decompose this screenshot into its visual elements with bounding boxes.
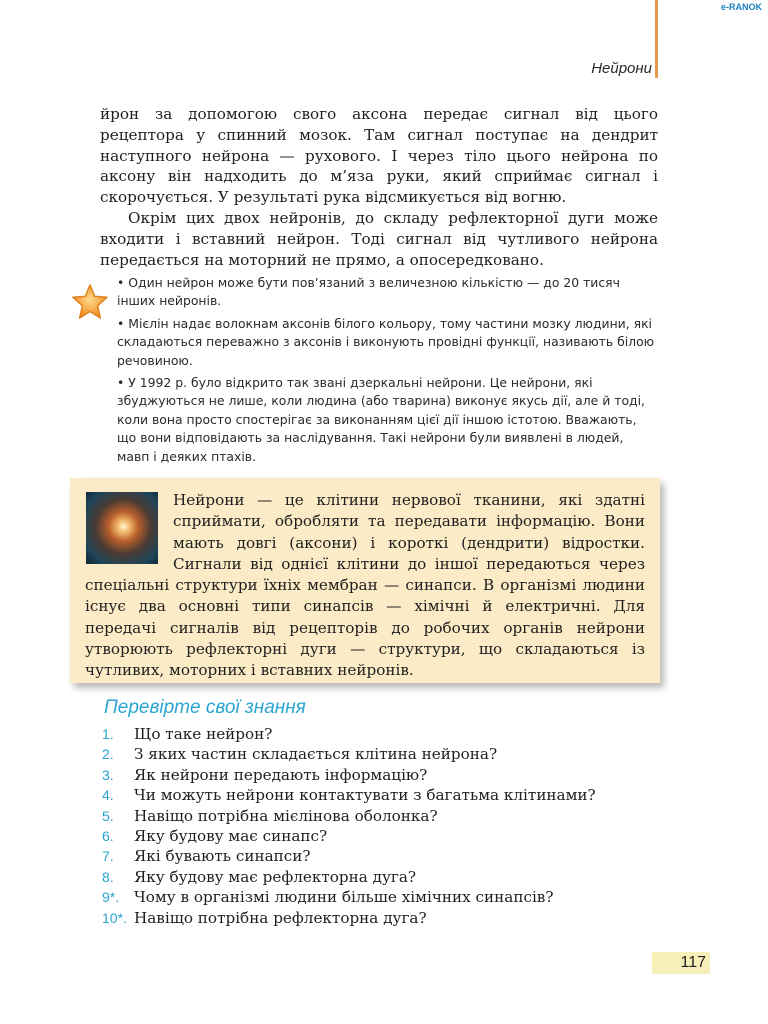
fact-item: • Один нейрон може бути пов’язаний з величезною кількістю — до 20 тисяч інших нейронів. <box>117 275 620 309</box>
question-number: 8. <box>102 868 114 885</box>
summary-paragraph: Нейрони — це клітини нервової тканини, які здатні сприймати, обробляти та передавати інформацію. Вони мають довгі (аксони) і короткі (дендрити) відростки. Сигнали від однієї клітини до іншої передаються через спеціальні структури їхніх мембран — синапси. В організмі людини існує два основні типи синапсів — хімічні й електричні. Для передачі сигналів від рецепторів до робочих органів нейрони утворюють рефлекторні дуги — структури, що складаються із чутливих, моторних і вставних нейронів. <box>85 491 645 680</box>
question-item <box>102 724 662 744</box>
main-text <box>100 104 658 270</box>
body-paragraph: йрон за допомогою свого аксона передає сигнал від цього рецептора у спинний мозок. Там сигнал поступає на дендрит наступного нейрона — рухового. І через тіло цього нейрона по аксону він надходить до м’яза руки, який сприймає сигнал і скорочується. У результаті рука відсмикується від вогню. <box>100 105 658 207</box>
question-item <box>102 887 662 907</box>
question-text: Навіщо потрібна рефлекторна дуга? <box>134 908 427 927</box>
question-text: Чому в організмі людини більше хімічних синапсів? <box>134 888 554 907</box>
question-number: 5. <box>102 807 114 824</box>
question-text: Як нейрони передають інформацію? <box>134 765 428 784</box>
question-number: 2. <box>102 746 114 763</box>
questions-list <box>102 724 662 928</box>
star-icon <box>71 283 109 321</box>
question-number: 10*. <box>102 909 127 926</box>
question-text: Що таке нейрон? <box>134 725 273 743</box>
fact-item: • Мієлін надає волокнам аксонів білого кольору, тому частини мозку людини, які складаються переважно з аксонів і виконують провідні функції, називають білою речовиною. <box>117 315 655 368</box>
page-number: 117 <box>652 952 710 974</box>
question-number: 9*. <box>102 889 120 906</box>
question-number: 1. <box>102 726 114 742</box>
question-text: Які бувають синапси? <box>134 847 311 866</box>
question-text: Навіщо потрібна мієлінова оболонка? <box>134 806 438 825</box>
question-number: 7. <box>102 848 114 865</box>
publisher-logo: e-RANOK <box>720 2 762 12</box>
running-title: Нейрони <box>591 60 652 77</box>
question-item <box>102 744 662 764</box>
fact-item: • У 1992 р. було відкрито так звані дзеркальні нейрони. Це нейрони, які збуджуються не лише, коли людина (або тварина) виконує якусь дії, але й тоді, коли вона просто спостерігає за виконанням цієї дії іншою істотою. Вважають, що вони відповідають за наслідування. Такі нейрони були виявлені в людей, мавп і деяких птахів. <box>117 375 645 464</box>
question-text: Чи можуть нейрони контактувати з багатьма клітинами? <box>134 786 596 805</box>
body-paragraph: Окрім цих двох нейронів, до складу рефлекторної дуги може входити і вставний нейрон. Тоді сигнал від чутливого нейрона передається на моторний не прямо, а опосередковано. <box>100 208 658 269</box>
question-item <box>102 846 662 866</box>
question-text: З яких частин складається клітина нейрона? <box>134 745 498 764</box>
question-item <box>102 765 662 785</box>
question-item <box>102 826 662 846</box>
question-number: 3. <box>102 766 114 783</box>
question-item <box>102 785 662 805</box>
question-item <box>102 867 662 887</box>
header-rule <box>655 0 658 78</box>
question-number: 4. <box>102 787 114 804</box>
question-number: 6. <box>102 828 114 845</box>
question-text: Яку будову має синапс? <box>134 827 328 846</box>
facts-list <box>117 274 657 470</box>
question-item <box>102 908 662 928</box>
questions-title: Перевірте свої знання <box>104 697 306 718</box>
summary-text <box>85 490 645 682</box>
question-item <box>102 806 662 826</box>
question-text: Яку будову має рефлекторна дуга? <box>134 867 417 886</box>
